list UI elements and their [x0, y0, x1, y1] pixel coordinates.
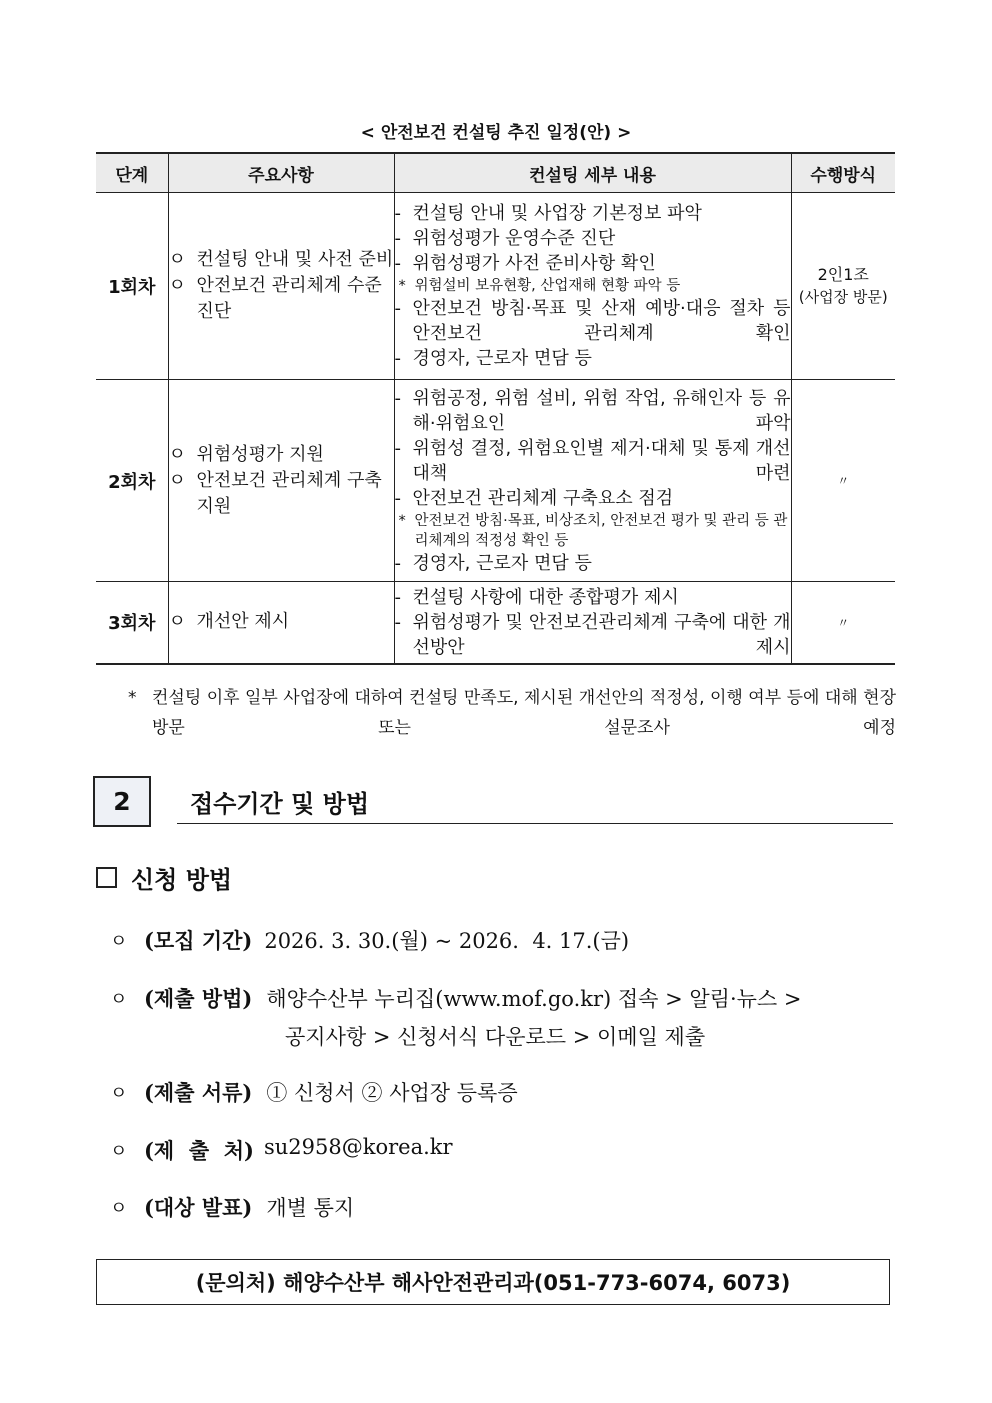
detail-bullet: -: [394, 203, 401, 224]
detail-bullet: -: [394, 387, 401, 409]
period-value: 2026. 3. 30.(월) ~ 2026. 4. 17.(금): [264, 929, 630, 953]
main-cell: [168, 582, 394, 664]
detail-note: 위험설비 보유현황, 산업재해 현황 파악 등: [414, 278, 681, 294]
main-item: 안전보건 관리체계 수준 진단: [196, 275, 382, 322]
period-key: (모집 기간): [144, 928, 253, 953]
submit-value-line2: 공지사항 > 신청서식 다운로드 > 이메일 제출: [285, 1025, 706, 1049]
method-cell: [791, 582, 895, 664]
circle-bullet: ㅇ: [110, 1141, 128, 1162]
main-item: 위험성평가 지원: [196, 443, 324, 465]
detail-item: 컨설팅 안내 및 사업장 기본정보 파악: [412, 203, 702, 224]
detail-item: 위험성평가 사전 준비사항 확인: [412, 253, 656, 274]
square-bullet-icon: [96, 867, 117, 888]
subsection-title: 신청 방법: [131, 866, 233, 894]
submit-key: (제출 방법): [144, 986, 253, 1011]
main-bullet: ㅇ: [168, 469, 186, 491]
section-underline: [177, 823, 893, 824]
detail-item: 경영자, 근로자 면담 등: [412, 552, 592, 574]
method-cell: [791, 380, 895, 582]
detail-bullet: -: [394, 437, 401, 459]
ditto-mark: 〃: [837, 615, 850, 630]
detail-bullet: -: [394, 298, 401, 319]
main-bullet: ㅇ: [168, 443, 186, 465]
announcement-key: (대상 발표): [144, 1195, 253, 1220]
main-bullet: ㅇ: [168, 249, 186, 270]
detail-bullet: -: [394, 552, 401, 574]
main-cell: [168, 193, 394, 380]
docs-key: (제출 서류): [144, 1080, 253, 1105]
submit-value-line1: 해양수산부 누리집(www.mof.go.kr) 접속 > 알림·뉴스 >: [266, 987, 802, 1011]
detail-bullet: -: [394, 487, 401, 509]
detail-bullet: -: [394, 228, 401, 249]
detail-item: 안전보건 관리체계 구축요소 점검: [412, 487, 674, 509]
schedule-table: [96, 152, 895, 665]
detail-cell: [394, 380, 791, 582]
ditto-mark: 〃: [837, 474, 850, 488]
main-item: 개선안 제시: [196, 611, 290, 633]
footnote: [128, 683, 896, 743]
detail-item: 경영자, 근로자 면담 등: [412, 348, 592, 369]
table-header-row: [96, 153, 895, 193]
circle-bullet: ㅇ: [110, 1083, 128, 1104]
detail-cell: [394, 193, 791, 380]
detail-note: 안전보건 방침·목표, 비상조치, 안전보건 평가 및 관리 등 관리체계의 적정성 확인 등: [414, 512, 788, 549]
detail-bullet: -: [394, 611, 401, 633]
apply-period: [110, 925, 910, 955]
contact-box: (문의처) 해양수산부 해사안전관리과(051-773-6074, 6073): [96, 1259, 890, 1305]
footnote-text: 컨설팅 이후 일부 사업장에 대하여 컨설팅 만족도, 제시된 개선안의 적정성, 이행 여부 등에 대해 현장 방문 또는 설문조사 예정: [152, 688, 896, 738]
footnote-bullet: *: [128, 688, 137, 708]
header-method: 수행방식: [791, 153, 895, 193]
apply-announcement: [110, 1192, 910, 1222]
detail-bullet: -: [394, 586, 401, 608]
main-bullet: ㅇ: [168, 275, 186, 296]
step-cell: 2회차: [96, 380, 168, 582]
detail-bullet: -: [394, 348, 401, 369]
main-cell: [168, 380, 394, 582]
detail-item: 위험성 결정, 위험요인별 제거·대체 및 통제 개선대책 마련: [412, 437, 791, 484]
detail-item: 안전보건 방침·목표 및 산재 예방·대응 절차 등 안전보건 관리체계 확인: [412, 298, 791, 344]
method-sub: (사업장 방문): [798, 288, 888, 306]
main-item: 안전보건 관리체계 구축 지원: [196, 469, 382, 517]
detail-item: 위험성평가 운영수준 진단: [412, 228, 616, 249]
detail-bullet: *: [398, 278, 406, 294]
detail-item: 위험공정, 위험 설비, 위험 작업, 유해인자 등 유해·위험요인 파악: [412, 387, 791, 434]
apply-submit-method: [110, 983, 910, 1051]
detail-bullet: *: [398, 512, 406, 529]
header-step: 단계: [96, 153, 168, 193]
method-cell: [791, 193, 895, 380]
apply-documents: [110, 1077, 910, 1107]
circle-bullet: ㅇ: [110, 989, 128, 1010]
apply-recipient: [110, 1135, 910, 1165]
header-detail: 컨설팅 세부 내용: [394, 153, 791, 193]
table-row: [96, 193, 895, 380]
section-title: 접수기간 및 방법: [190, 790, 369, 818]
main-item: 컨설팅 안내 및 사전 준비: [196, 249, 394, 270]
recipient-email: su2958@korea.kr: [263, 1135, 453, 1159]
announcement-value: 개별 통지: [266, 1196, 355, 1220]
section-number: 2: [93, 776, 151, 827]
step-cell: 1회차: [96, 193, 168, 380]
method-label: 2인1조: [817, 265, 869, 284]
detail-bullet: -: [394, 253, 401, 274]
detail-cell: [394, 582, 791, 664]
table-row: [96, 380, 895, 582]
docs-value: ① 신청서 ② 사업장 등록증: [266, 1081, 518, 1105]
circle-bullet: ㅇ: [110, 931, 128, 952]
recipient-key: (제 출 처): [144, 1138, 254, 1163]
table-row: [96, 582, 895, 664]
circle-bullet: ㅇ: [110, 1198, 128, 1219]
subsection-heading: [96, 860, 232, 895]
schedule-title: < 안전보건 컨설팅 추진 일정(안) >: [360, 123, 632, 143]
detail-item: 위험성평가 및 안전보건관리체계 구축에 대한 개선방안 제시: [412, 611, 791, 658]
main-bullet: ㅇ: [168, 611, 186, 633]
header-main: 주요사항: [168, 153, 394, 193]
detail-item: 컨설팅 사항에 대한 종합평가 제시: [412, 586, 679, 608]
step-cell: 3회차: [96, 582, 168, 664]
